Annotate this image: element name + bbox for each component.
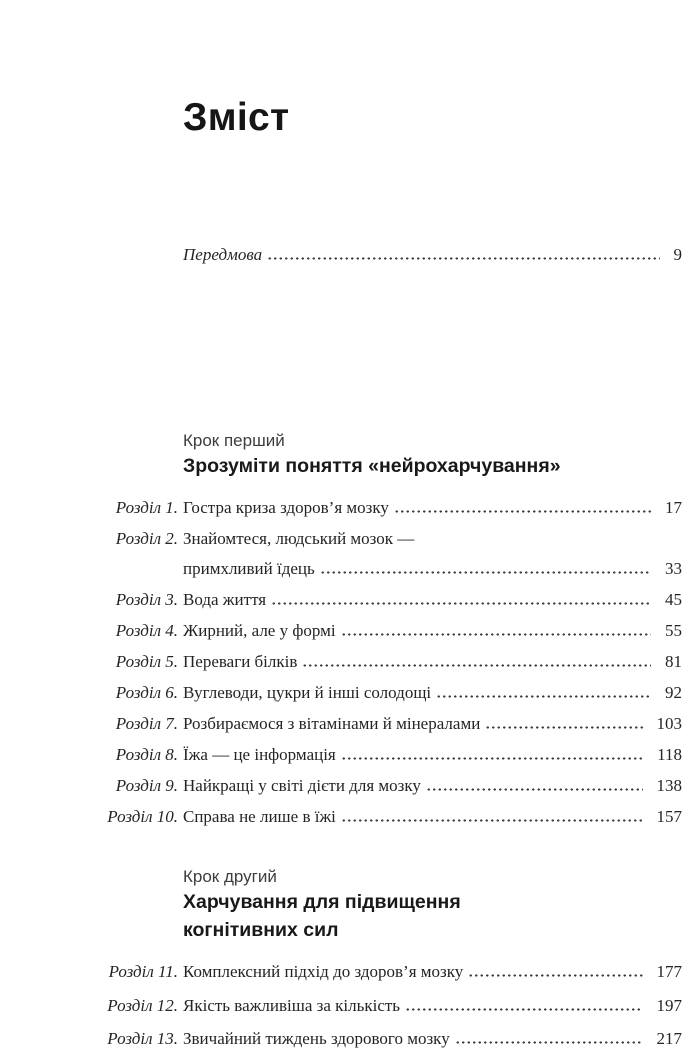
toc-entry-title: Передмова: [183, 240, 262, 270]
toc-entry-title: Їжа — це інформація: [183, 740, 336, 770]
toc-entry-label: Розділ 11.: [80, 957, 178, 987]
toc-entry-label: Розділ 7.: [80, 709, 178, 739]
dot-leader: [341, 757, 643, 760]
dot-leader: [302, 664, 651, 667]
dot-leader: [426, 788, 643, 791]
dot-leader: [405, 1008, 642, 1011]
dot-leader: [485, 726, 642, 729]
toc-entry: [80, 493, 682, 523]
toc-entry-label: [80, 240, 178, 270]
toc-entry-label: Розділ 13.: [80, 1024, 178, 1054]
page-number: 33: [665, 554, 682, 584]
dot-leader: [320, 571, 651, 574]
toc-entry-label: Розділ 8.: [80, 740, 178, 770]
toc-entry: [80, 1024, 682, 1054]
toc-entry-label: Розділ 6.: [80, 678, 178, 708]
toc-entry-title: Вуглеводи, цукри й інші солодощі: [183, 678, 431, 708]
toc-entry: [80, 740, 682, 770]
dot-leader: [394, 510, 651, 513]
toc-entry-title: Якість важливіша за кількість: [183, 991, 400, 1021]
toc-entry-preface: [80, 240, 682, 270]
dot-leader: [341, 819, 643, 822]
toc-entry: [80, 585, 682, 615]
toc-entry-label: Розділ 2.: [80, 524, 178, 583]
toc-entry-label: Розділ 5.: [80, 647, 178, 677]
toc-body: [80, 428, 682, 1054]
toc-entry: [80, 771, 682, 801]
toc-entry: [80, 678, 682, 708]
toc-entry-title: Переваги білків: [183, 647, 297, 677]
toc-entry: [80, 616, 682, 646]
dot-leader: [455, 1041, 643, 1044]
toc-entry-label: Розділ 10.: [80, 802, 178, 832]
toc-entry-label: Розділ 3.: [80, 585, 178, 615]
section-title: Харчування для підвищення: [183, 889, 682, 917]
section-entries: [80, 493, 682, 831]
section-kicker: Крок другий: [183, 864, 682, 889]
toc-entry: [80, 991, 682, 1021]
page-number: 103: [657, 709, 682, 739]
page-number: 55: [665, 616, 682, 646]
toc-entry-label: Розділ 9.: [80, 771, 178, 801]
toc-entry-title: Розбираємося з вітамінами й мінералами: [183, 709, 480, 739]
section-kicker: Крок перший: [183, 428, 682, 453]
toc-entry: [80, 709, 682, 739]
page-number: 118: [657, 740, 682, 770]
toc-entry-title: Комплексний підхід до здоров’я мозку: [183, 957, 463, 987]
page-number: 217: [657, 1024, 682, 1054]
page-number: 197: [657, 991, 682, 1021]
page-number: 157: [657, 802, 682, 832]
toc-entry-label: Розділ 1.: [80, 493, 178, 523]
toc-entry-title: примхливий їдець: [183, 554, 315, 584]
toc-entry-title: Найкращі у світі дієти для мозку: [183, 771, 421, 801]
toc-entry-title: Справа не лише в їжі: [183, 802, 336, 832]
page-number: 45: [665, 585, 682, 615]
toc-entry-title: Гостра криза здоров’я мозку: [183, 493, 389, 523]
section-entries: [80, 957, 682, 1054]
toc-entry: [80, 524, 682, 583]
page-number: 138: [657, 771, 682, 801]
page-number: 177: [657, 957, 682, 987]
section-header: [183, 864, 682, 944]
section-title: когнітивних сил: [183, 917, 682, 945]
section-header: [183, 428, 682, 481]
dot-leader: [341, 633, 651, 636]
toc-entry: [80, 957, 682, 987]
dot-leader: [267, 257, 659, 260]
toc-entry-title: Знайомтеся, людський мозок —: [183, 529, 414, 548]
toc-entry-title: Звичайний тиждень здорового мозку: [183, 1024, 450, 1054]
toc-entry: [80, 647, 682, 677]
toc-entry-label: Розділ 4.: [80, 616, 178, 646]
dot-leader: [271, 602, 651, 605]
page-number: 92: [665, 678, 682, 708]
page-number: 9: [674, 240, 682, 270]
section-title: Зрозуміти поняття «нейрохарчування»: [183, 453, 682, 481]
dot-leader: [436, 695, 651, 698]
page-number: 81: [665, 647, 682, 677]
toc-entry-label: Розділ 12.: [80, 991, 178, 1021]
page-number: 17: [665, 493, 682, 523]
dot-leader: [468, 974, 642, 977]
toc-entry-title: Вода життя: [183, 585, 266, 615]
toc-entry-title: Жирний, але у формі: [183, 616, 336, 646]
page-title: Зміст: [183, 98, 682, 138]
toc-entry: [80, 802, 682, 832]
